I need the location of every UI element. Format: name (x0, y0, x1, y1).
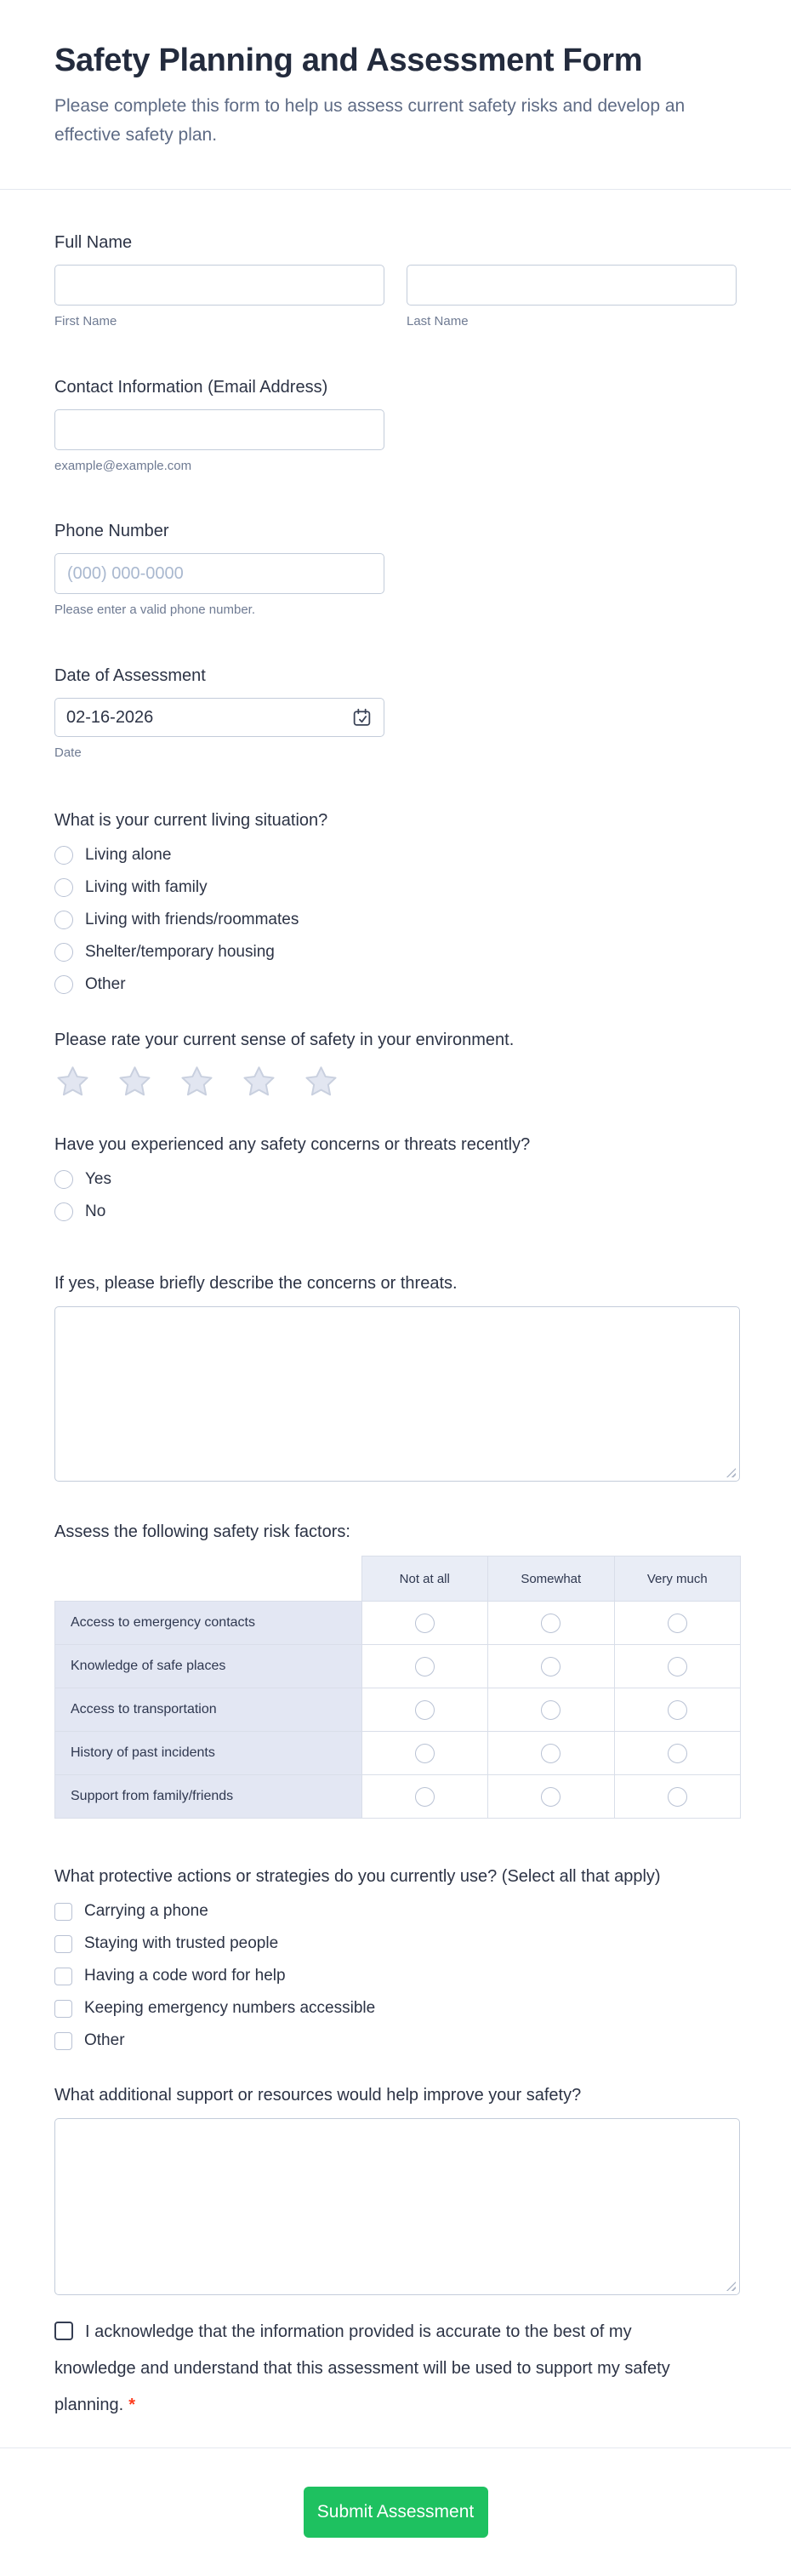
risk-matrix-label: Assess the following safety risk factors: (54, 1522, 350, 1541)
option-label: Living with family (85, 878, 208, 896)
living-situation-options (54, 846, 740, 994)
checkbox-option-protective-carrying-a-phone[interactable] (54, 1902, 740, 1921)
radio-circle[interactable] (54, 911, 73, 929)
radio-circle[interactable] (541, 1657, 561, 1676)
radio-option-living-living-alone[interactable] (54, 846, 740, 865)
concerns-options (54, 1170, 740, 1221)
matrix-radio-cell-support-from-family-friends-very-much[interactable] (614, 1775, 741, 1819)
checkbox-icon[interactable] (54, 2000, 72, 2018)
matrix-radio-cell-support-from-family-friends-somewhat[interactable] (488, 1775, 615, 1819)
radio-option-living-living-with-friends-roommates[interactable] (54, 911, 740, 929)
full-name-row (54, 265, 740, 329)
option-label: Having a code word for help (84, 1967, 286, 1985)
form-subtitle: Please complete this form to help us assess current safety risks and develop an effective safety plan. (54, 96, 686, 145)
checkbox-icon[interactable] (54, 1903, 72, 1921)
star-icon[interactable] (117, 1064, 153, 1100)
checkbox-icon[interactable] (54, 1935, 72, 1953)
matrix-radio-cell-history-of-past-incidents-somewhat[interactable] (488, 1732, 615, 1775)
form-body (0, 232, 791, 2424)
radio-option-living-shelter-temporary-housing[interactable] (54, 943, 740, 962)
radio-circle[interactable] (415, 1787, 435, 1807)
radio-circle[interactable] (541, 1700, 561, 1720)
matrix-row-support-from-family-friends (55, 1775, 741, 1819)
footer-divider (0, 2447, 791, 2448)
matrix-column-header-not-at-all: Not at all (361, 1556, 488, 1602)
field-additional-support (54, 2085, 740, 2295)
safety-rating-label: Please rate your current sense of safety in your environment. (54, 1031, 515, 1049)
field-full-name (54, 232, 740, 329)
radio-circle[interactable] (54, 1202, 73, 1221)
matrix-radio-cell-history-of-past-incidents-very-much[interactable] (614, 1732, 741, 1775)
acknowledgment (54, 2314, 686, 2424)
matrix-header-row (55, 1556, 741, 1602)
field-date (54, 665, 740, 761)
option-label: Keeping emergency numbers accessible (84, 1999, 376, 2017)
radio-circle[interactable] (54, 878, 73, 897)
describe-concerns-label: If yes, please briefly describe the concerns or threats. (54, 1274, 458, 1293)
radio-option-concerns-no[interactable] (54, 1202, 740, 1221)
required-asterisk: * (128, 2396, 135, 2414)
matrix-radio-cell-access-to-emergency-contacts-not-at-all[interactable] (361, 1602, 488, 1645)
radio-circle[interactable] (668, 1657, 687, 1676)
matrix-row-label: History of past incidents (55, 1732, 362, 1775)
field-phone (54, 521, 740, 618)
matrix-row-label: Knowledge of safe places (55, 1645, 362, 1688)
option-label: Yes (85, 1170, 111, 1188)
last-name-col (407, 265, 737, 329)
radio-circle[interactable] (541, 1744, 561, 1763)
form-title: Safety Planning and Assessment Form (54, 43, 643, 78)
submit-button[interactable]: Submit Assessment (304, 2487, 488, 2538)
risk-matrix-table (54, 1556, 741, 1819)
matrix-radio-cell-access-to-transportation-somewhat[interactable] (488, 1688, 615, 1732)
option-label: Living alone (85, 846, 172, 864)
radio-circle[interactable] (415, 1614, 435, 1633)
radio-circle[interactable] (668, 1744, 687, 1763)
first-name-sublabel: First Name (54, 314, 117, 328)
matrix-row-label: Support from family/friends (55, 1775, 362, 1819)
field-email (54, 377, 740, 474)
additional-support-label: What additional support or resources would help improve your safety? (54, 2086, 582, 2105)
star-rating (54, 1064, 740, 1100)
matrix-row-history-of-past-incidents (55, 1732, 741, 1775)
phone-label: Phone Number (54, 522, 169, 540)
date-label: Date of Assessment (54, 666, 206, 685)
option-label: Staying with trusted people (84, 1934, 279, 1952)
field-safety-rating (54, 1030, 740, 1100)
matrix-row-label: Access to transportation (55, 1688, 362, 1732)
protective-actions-options (54, 1902, 740, 2050)
matrix-radio-cell-access-to-emergency-contacts-very-much[interactable] (614, 1602, 741, 1645)
email-label: Contact Information (Email Address) (54, 378, 328, 397)
matrix-radio-cell-history-of-past-incidents-not-at-all[interactable] (361, 1732, 488, 1775)
matrix-radio-cell-access-to-transportation-not-at-all[interactable] (361, 1688, 488, 1732)
protective-actions-label: What protective actions or strategies do you currently use? (Select all that apply) (54, 1867, 661, 1886)
calendar-check-icon[interactable] (351, 707, 373, 728)
checkbox-icon[interactable] (54, 1968, 72, 1985)
radio-circle[interactable] (541, 1614, 561, 1633)
radio-circle[interactable] (54, 1170, 73, 1189)
star-icon[interactable] (303, 1064, 339, 1100)
first-name-col (54, 265, 384, 329)
header-divider (0, 189, 791, 190)
radio-option-living-other[interactable] (54, 975, 740, 994)
radio-option-living-living-with-family[interactable] (54, 878, 740, 897)
checkbox-option-protective-other[interactable] (54, 2031, 740, 2050)
star-icon[interactable] (54, 1064, 91, 1100)
date-value: 02-16-2026 (66, 707, 154, 727)
radio-circle[interactable] (541, 1787, 561, 1807)
star-icon[interactable] (241, 1064, 277, 1100)
radio-circle[interactable] (54, 943, 73, 962)
star-icon[interactable] (179, 1064, 215, 1100)
radio-circle[interactable] (668, 1700, 687, 1720)
date-sublabel: Date (54, 745, 82, 760)
radio-option-concerns-yes[interactable] (54, 1170, 740, 1189)
radio-circle[interactable] (54, 975, 73, 994)
phone-input[interactable] (54, 553, 384, 594)
matrix-radio-cell-access-to-transportation-very-much[interactable] (614, 1688, 741, 1732)
matrix-column-header-somewhat: Somewhat (488, 1556, 615, 1602)
radio-circle[interactable] (668, 1614, 687, 1633)
option-label: Other (85, 975, 126, 993)
acknowledgment-checkbox[interactable] (54, 2322, 73, 2340)
describe-concerns-textarea[interactable] (54, 1306, 740, 1482)
radio-circle[interactable] (415, 1657, 435, 1676)
matrix-radio-cell-knowledge-of-safe-places-very-much[interactable] (614, 1645, 741, 1688)
matrix-radio-cell-access-to-emergency-contacts-somewhat[interactable] (488, 1602, 615, 1645)
additional-support-wrap (54, 2118, 740, 2295)
last-name-sublabel: Last Name (407, 314, 469, 328)
checkbox-option-protective-staying-with-trusted-people[interactable] (54, 1934, 740, 1953)
radio-circle[interactable] (668, 1787, 687, 1807)
checkbox-option-protective-keeping-emergency-numbers-accessible[interactable] (54, 1999, 740, 2018)
field-describe-concerns (54, 1273, 740, 1482)
date-input[interactable] (54, 698, 384, 737)
option-label: Other (84, 2031, 125, 2049)
matrix-row-knowledge-of-safe-places (55, 1645, 741, 1688)
matrix-radio-cell-support-from-family-friends-not-at-all[interactable] (361, 1775, 488, 1819)
option-label: Shelter/temporary housing (85, 943, 275, 961)
email-sublabel: example@example.com (54, 459, 192, 473)
option-label: Carrying a phone (84, 1902, 208, 1920)
email-input[interactable] (54, 409, 384, 450)
phone-sublabel: Please enter a valid phone number. (54, 603, 255, 617)
radio-circle[interactable] (54, 846, 73, 865)
matrix-radio-cell-knowledge-of-safe-places-not-at-all[interactable] (361, 1645, 488, 1688)
full-name-label: Full Name (54, 233, 133, 252)
matrix-radio-cell-knowledge-of-safe-places-somewhat[interactable] (488, 1645, 615, 1688)
checkbox-icon[interactable] (54, 2032, 72, 2050)
acknowledgment-text: I acknowledge that the information provided is accurate to the best of my knowledge and understand that this assessment will be used to support my safety planning. (54, 2322, 670, 2414)
first-name-input[interactable] (54, 265, 384, 306)
option-label: Living with friends/roommates (85, 911, 299, 928)
radio-circle[interactable] (415, 1744, 435, 1763)
field-concerns (54, 1134, 740, 1221)
option-label: No (85, 1202, 106, 1220)
checkbox-option-protective-having-a-code-word-for-help[interactable] (54, 1967, 740, 1985)
field-risk-matrix (54, 1522, 740, 1819)
form-header (0, 0, 791, 150)
concerns-label: Have you experienced any safety concerns or threats recently? (54, 1135, 531, 1154)
matrix-row-label: Access to emergency contacts (55, 1602, 362, 1645)
submit-row (0, 2487, 791, 2538)
radio-circle[interactable] (415, 1700, 435, 1720)
additional-support-textarea[interactable] (54, 2118, 740, 2295)
matrix-row-access-to-emergency-contacts (55, 1602, 741, 1645)
field-living-situation (54, 810, 740, 994)
field-protective-actions (54, 1866, 740, 2050)
matrix-row-access-to-transportation (55, 1688, 741, 1732)
matrix-corner-cell (55, 1556, 362, 1602)
matrix-column-header-very-much: Very much (614, 1556, 741, 1602)
last-name-input[interactable] (407, 265, 737, 306)
describe-concerns-wrap (54, 1306, 740, 1482)
living-situation-label: What is your current living situation? (54, 811, 328, 830)
